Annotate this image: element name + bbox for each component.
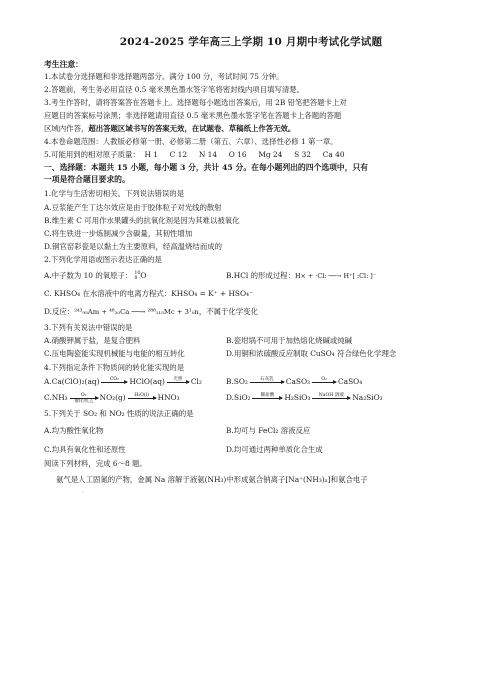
options-ab	[44, 377, 458, 388]
passage-line-1: 氨气是人工固氮的产物，金属 Na 溶解于液氨(NH₃)中形成氨合钠离子[Na⁺(NH₃)ₓ]和氨合电子	[56, 474, 368, 484]
option-a: A. Ca(ClO)₂(aq) CO₂ HClO(aq) 光照 Cl₂	[44, 376, 202, 387]
note-3-plain: 区域内作答，	[44, 123, 89, 133]
option-c: C.压电陶瓷能实现机械能与电能的相互转化	[44, 349, 185, 359]
option-b: B. SO₂ 石灰乳 CaSO₃ O₂ CaSO₄	[226, 376, 363, 387]
reaction-arrow: 光照	[167, 377, 189, 388]
question-1	[44, 189, 458, 252]
reaction-arrow: H₂O(l)	[128, 393, 156, 404]
note-3-bold-warning: 超出答题区域书写的答案无效，在试题卷、草稿纸上作答无效。	[88, 123, 296, 133]
ionization-equation: KHSO₄ = K⁺ + HSO₄⁻	[171, 289, 253, 299]
question-5	[44, 409, 458, 455]
option-a: A.硝酸钾属于盐，是复合肥料	[44, 336, 141, 346]
options	[44, 426, 458, 455]
option-a: A.豆浆能产生丁达尔效应是由于胶体粒子对光线的散射	[44, 202, 222, 212]
nuclear-equation: ²⁴³₉₅Am + ⁴⁸₂₀Ca ──→ ²⁸⁸₁₁₅Mc + 3¹₀n	[74, 307, 199, 316]
section-1	[44, 163, 458, 186]
option-d: D.铜官窑彩瓷是以黏土为主要原料，经高温烧结而成的	[44, 242, 222, 252]
passage-faint-mark: 。	[82, 487, 88, 494]
element-symbol: O	[140, 271, 147, 281]
question-4	[44, 363, 458, 403]
option-d: D.反应：²⁴³₉₅Am + ⁴⁸₂₀Ca ──→ ²⁸⁸₁₁₅Mc + 3¹₀n，不属于化学变化	[44, 306, 258, 316]
note-1: 1.本试卷分选择题和非选择题两部分。满分 100 分，考试时间 75 分钟。	[44, 72, 284, 82]
question-3	[44, 323, 458, 359]
question-stem: 1.化学与生活密切相关。下列说法错误的是	[44, 189, 185, 199]
page-title: 2024-2025 学年高三上学期 10 月期中考试化学试题	[119, 36, 383, 48]
note-5: 5.可能用到的相对原子质量： H 1 C 12 N 14 O 16 Mg 24 S 32 Ca 40	[44, 149, 345, 159]
option-b: B.瓷坩埚不可用于加热熔化烧碱或纯碱	[226, 336, 353, 346]
note-4: 4.本卷命题范围：人教版必修第一册、必修第二册（第五、六章）、选择性必修 1 第一章。	[44, 136, 338, 146]
option-a: A.均为酸性氧化物	[44, 426, 104, 436]
reaction-arrow: NaOH 溶液	[312, 393, 350, 404]
option-d: D.用铜和浓硫酸反应制取 CuSO₄ 符合绿色化学理念	[226, 349, 397, 359]
reading-passage	[44, 459, 458, 495]
reaction-arrow: 石灰乳	[250, 377, 284, 388]
atomic-number: 8	[134, 276, 138, 282]
section-1-heading-line-1: 一、选择题：本题共 15 小题，每小题 3 分，共计 45 分。在每小题列出的四个选项中，只有	[44, 162, 369, 172]
option-c: C.将生铁进一步炼制减少含碳量，其韧性增加	[44, 229, 193, 239]
options	[44, 203, 458, 252]
exam-notes	[44, 60, 458, 160]
reaction-arrow: 稀盐酸	[252, 393, 282, 404]
section-1-heading-line-2: 一项是符合题目要求的。	[44, 175, 130, 185]
options	[44, 336, 458, 359]
options-ab	[44, 271, 458, 281]
note-3-line-1: 3.考生作答时，请将答案答在答题卡上。选择题每小题选出答案后，用 2B 铅笔把答题卡上对	[44, 98, 347, 108]
options-cd	[44, 393, 458, 404]
note-2: 2.答题前，考生务必用直径 0.5 毫米黑色墨水签字笔将密封线内项目填写清楚。	[44, 85, 305, 95]
question-2	[44, 255, 458, 317]
reaction-arrow: CO₂	[101, 377, 127, 388]
option-b: B.均可与 FeCl₂ 溶液反应	[226, 426, 311, 436]
option-c: C. NH₃ O₂ 催化剂,△ NO₂(g) H₂O(l) HNO₃	[44, 392, 180, 404]
option-a: A.中子数为 10 的氧原子： 10 8 O	[44, 271, 147, 282]
note-3-line-2: 应题目的答案标号涂黑；非选择题请用直径 0.5 毫米黑色墨水签字笔在答题卡上各题的答题	[44, 111, 342, 120]
passage-intro: 阅读下列材料，完成 6～8 题。	[44, 458, 147, 468]
option-c: C.均具有氧化性和还原性	[44, 445, 126, 455]
reaction-arrow: O₂ 催化剂,△	[70, 393, 98, 404]
option-c: C. KHSO₄ 在水溶液中的电离方程式：KHSO₄ = K⁺ + HSO₄⁻	[44, 289, 253, 299]
option-d: D.均可通过两种单质化合生成	[226, 445, 323, 455]
option-b: B.维生素 C 可用作水果罐头的抗氧化剂是因为其难以被氧化	[44, 215, 240, 225]
note-3-line-3	[44, 124, 458, 134]
question-stem: 2.下列化学用语或图示表达正确的是	[44, 255, 162, 265]
question-stem: 3.下列有关说法中错误的是	[44, 322, 133, 332]
question-stem: 5.下列关于 SO₂ 和 NO₂ 性质的说法正确的是	[44, 408, 194, 418]
option-b: B.HCl 的形成过程：H× + ·Cl: ──→ H⁺[ :Cl: ]⁻	[226, 271, 377, 281]
notes-heading: 考生注意：	[44, 59, 83, 69]
lewis-formation-formula: H× + ·Cl: ──→ H⁺[ :Cl: ]⁻	[294, 272, 377, 281]
reaction-arrow: O₂	[312, 377, 336, 388]
option-d: D. SiO₂ 稀盐酸 H₂SiO₃ NaOH 溶液 Na₂SiO₃	[226, 392, 383, 403]
question-stem: 4.下列指定条件下物质间的转化能实现的是	[44, 363, 185, 373]
mass-number: 10	[134, 271, 141, 277]
